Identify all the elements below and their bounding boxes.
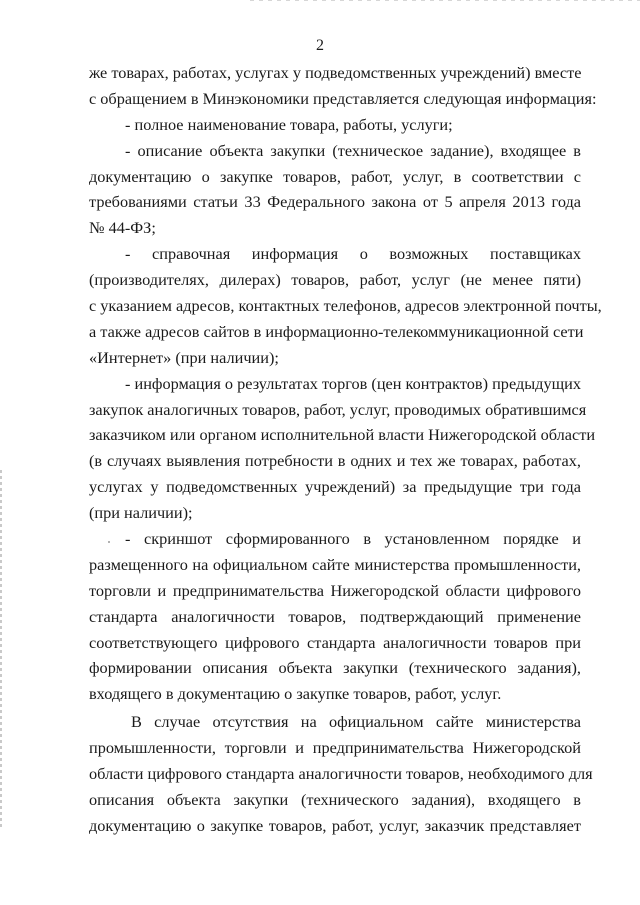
text-line: формировании описания объекта закупки (технического задания),	[89, 658, 581, 678]
text-line: закупок аналогичных товаров, работ, услуг, проводимых обратившимся	[89, 399, 587, 419]
text-line: (при наличии);	[89, 503, 193, 523]
text-line: соответствующего цифрового стандарта аналогичности товаров при	[89, 632, 581, 652]
text-line: В случае отсутствия на официальном сайте министерства	[131, 712, 581, 732]
text-line: услугах у подведомственных учреждений) за предыдущие три года	[89, 477, 581, 497]
scan-top-edge	[250, 0, 640, 1]
text-line: промышленности, торговли и предпринимательства Нижегородской	[89, 738, 581, 758]
paragraph-intro	[89, 60, 597, 112]
text-line: - полное наименование товара, работы, услуги;	[125, 114, 453, 134]
paragraph-item-description	[89, 138, 581, 242]
text-line: документацию о закупке товаров, работ, услуг, в соответствии с	[89, 166, 581, 186]
text-line: входящего в документацию о закупке товаров, работ, услуг.	[89, 684, 502, 704]
page-number: 2	[316, 37, 324, 54]
paragraph-item-suppliers	[89, 241, 602, 370]
paragraph-item-name	[89, 112, 581, 138]
scan-margin-mark	[0, 470, 2, 830]
text-line: а также адресов сайтов в информационно-телекоммуникационной сети	[89, 321, 584, 341]
text-line: области цифрового стандарта аналогичности товаров, необходимого для	[89, 764, 593, 784]
text-line: (в случаях выявления потребности в одних и тех же товарах, работах,	[89, 451, 581, 471]
text-line: с указанием адресов, контактных телефонов, адресов электронной почты,	[89, 296, 602, 316]
text-line: - информация о результатах торгов (цен контрактов) предыдущих	[125, 373, 581, 393]
document-body	[89, 60, 602, 839]
text-line: стандарта аналогичности товаров, подтверждающий применение	[89, 606, 581, 626]
text-line: описания объекта закупки (технического задания), входящего в	[89, 789, 581, 809]
text-line: требованиями статьи 33 Федерального закона от 5 апреля 2013 года	[89, 192, 581, 212]
text-line: № 44-ФЗ;	[89, 218, 156, 238]
text-line: (производителях, дилерах) товаров, работ, услуг (не менее пяти)	[89, 270, 581, 290]
text-line: - описание объекта закупки (техническое задание), входящее в	[125, 140, 581, 160]
text-line: торговли и предпринимательства Нижегородской области цифрового	[89, 580, 581, 600]
paragraph-absence-case	[89, 709, 593, 838]
text-line: «Интернет» (при наличии);	[89, 347, 279, 367]
text-line: заказчиком или органом исполнительной власти Нижегородской области	[89, 425, 596, 445]
paragraph-item-screenshot	[89, 526, 581, 707]
text-line: - скриншот сформированного в установленном порядке и	[125, 529, 581, 549]
paragraph-item-tenders	[89, 371, 596, 526]
text-line: документацию о закупке товаров, работ, услуг, заказчик представляет	[89, 815, 581, 835]
text-line: - справочная информация о возможных поставщиках	[125, 244, 581, 264]
text-line: размещенного на официальном сайте министерства промышленности,	[89, 554, 581, 574]
text-line: с обращением в Минэкономики представляется следующая информация:	[89, 88, 597, 108]
text-line: же товарах, работах, услугах у подведомственных учреждений) вместе	[89, 63, 582, 82]
